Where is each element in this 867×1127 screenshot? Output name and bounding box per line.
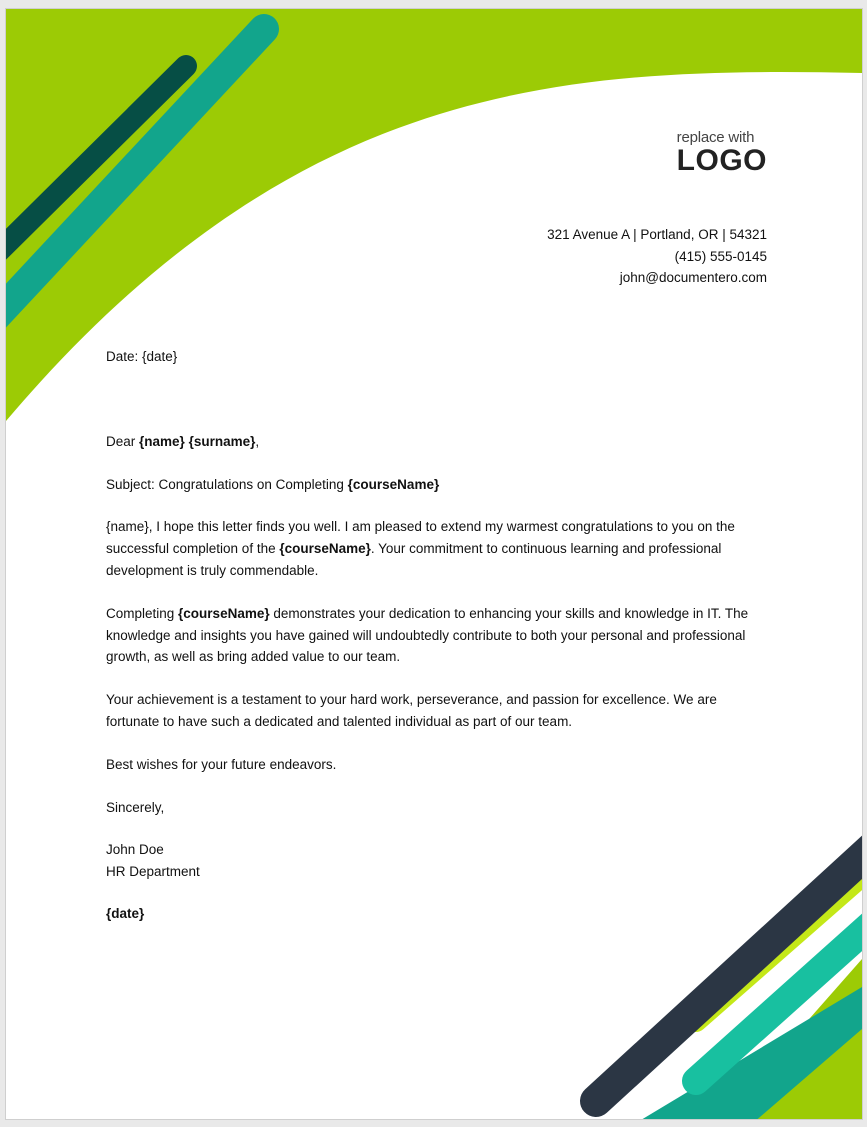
paragraph-2	[106, 603, 766, 668]
signer-department: HR Department	[106, 864, 200, 880]
p1-text-a: {name}, I hope this letter finds you well. I am pleased to extend my warmest congratulations to you on the successful completion of the	[106, 519, 735, 557]
paragraph-4: Best wishes for your future endeavors.	[106, 756, 337, 772]
contact-block	[547, 224, 767, 289]
contact-phone: (415) 555-0145	[674, 248, 767, 264]
p2-course: {courseName}	[178, 605, 270, 621]
salutation-name: {name}	[139, 433, 185, 449]
subject-prefix: Subject: Congratulations on Completing	[106, 476, 348, 492]
contact-address: 321 Avenue A | Portland, OR | 54321	[547, 227, 767, 242]
subject-line	[106, 474, 766, 496]
salutation-suffix: ,	[255, 433, 260, 449]
closing: Sincerely,	[106, 799, 165, 815]
date-line: Date: {date}	[106, 349, 178, 364]
subject-course: {courseName}	[347, 476, 440, 492]
paragraph-3: Your achievement is a testament to your hard work, perseverance, and passion for excellence. We are fortunate to have such a dedicated and talented individual as part of our team.	[106, 692, 717, 729]
p1-text-b: . Your commitment to continuous learning and professional development is truly commendable.	[106, 541, 722, 578]
salutation-prefix: Dear	[106, 433, 140, 449]
footer-date: {date}	[106, 905, 145, 921]
p2-text-b: demonstrates your dedication to enhancing your skills and knowledge in IT. The knowledge and insights you have gained will undoubtedly contribute to both your personal and professional growth, as well as bring added value to our team.	[106, 605, 749, 665]
logo-small-text: replace with	[676, 129, 755, 146]
p2-text-a: Completing	[106, 605, 179, 621]
signer-name: John Doe	[106, 842, 164, 858]
paragraph-1	[106, 516, 766, 581]
letter-body	[106, 346, 766, 925]
salutation	[106, 431, 766, 453]
p1-course: {courseName}	[279, 541, 371, 557]
letter-page	[6, 9, 862, 1119]
contact-email: john@documentero.com	[619, 270, 767, 285]
salutation-surname: {surname}	[188, 433, 256, 449]
logo-big-text: LOGO	[676, 144, 767, 177]
logo-placeholder	[677, 129, 767, 176]
